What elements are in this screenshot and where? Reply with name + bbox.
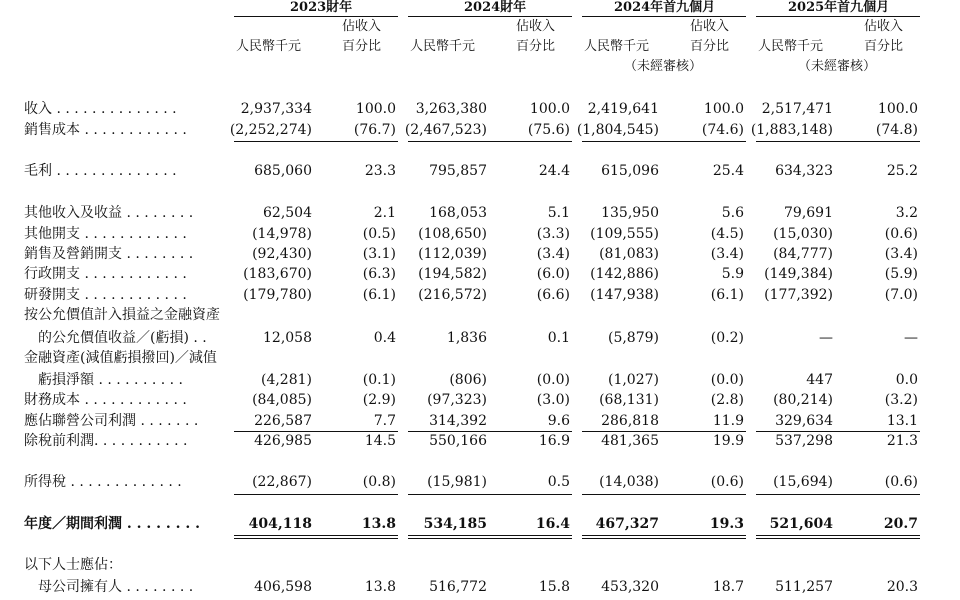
percent-cell: (3.1) [362,246,396,262]
percent-cell: (0.6) [884,474,918,490]
percent-cell: (0.0) [710,372,744,388]
amount-cell: (147,938) [590,287,659,303]
percent-cell: 5.1 [547,205,570,221]
percent-cell: 3.2 [895,205,918,221]
subtotal-rule-associates-3 [756,431,920,432]
amount-cell: 534,185 [423,516,487,532]
percent-cell: 100.0 [877,101,918,117]
percent-cell: 11.9 [712,413,744,429]
percent-cell: 18.7 [712,579,744,595]
amount-cell: (2,467,523) [404,122,487,138]
row-label: 的公允價值收益／(虧損) . . [24,330,207,346]
subtotal-rule-cost-1 [408,141,572,142]
percent-cell: 5.6 [721,205,744,221]
rmb-header-1: 人民幣千元 [236,39,302,54]
amount-cell: — [819,330,833,346]
row-label: 毛利 . . . . . . . . . . . . . . [24,163,177,179]
subtotal-rule-tax-2 [582,494,746,495]
row-label: 母公司擁有人 . . . . . . . . [24,579,194,595]
total-double-rule-1 [408,535,572,536]
amount-cell: 12,058 [263,330,312,346]
unaudited-note-3: （未經審核） [624,59,703,74]
amount-cell: 314,392 [429,413,487,429]
percent-cell: 14.5 [364,433,396,449]
row-label: 研發開支 . . . . . . . . . . . . [24,287,187,303]
percent-cell: (0.2) [710,330,744,346]
amount-cell: (22,867) [252,474,312,490]
percent-cell: 25.2 [886,163,918,179]
amount-cell: (5,879) [607,330,659,346]
total-double-rule-3 [756,538,920,539]
percent-cell: (2.9) [362,392,396,408]
row-label: 虧損淨額 . . . . . . . . . . [24,372,184,388]
percent-cell: 9.6 [547,413,570,429]
period-header-2024: 2024財年 [464,0,527,15]
amount-cell: (14,978) [252,226,312,242]
percent-cell: — [904,330,918,346]
percent-cell: (5.9) [884,266,918,282]
row-label: 按公允價值計入損益之金融資產 [24,307,220,323]
subtotal-rule-associates-2 [582,431,746,432]
pct-header-2a: 佔收入 [516,19,556,34]
percent-cell: 100.0 [529,101,570,117]
amount-cell: 62,504 [263,205,312,221]
amount-cell: 135,950 [601,205,659,221]
period-header-9m2025: 2025年首九個月 [788,0,890,15]
total-double-rule-1 [408,538,572,539]
amount-cell: (194,582) [418,266,487,282]
percent-cell: 25.4 [712,163,744,179]
percent-cell: (0.1) [362,372,396,388]
row-label: 除稅前利潤. . . . . . . . . . . [24,433,188,449]
amount-cell: (84,777) [773,246,833,262]
amount-cell: (806) [449,372,487,388]
amount-cell: (179,780) [243,287,312,303]
amount-cell: (80,214) [773,392,833,408]
row-label: 財務成本 . . . . . . . . . . . . [24,392,187,408]
row-label: 銷售及營銷開支 . . . . . . . . [24,246,194,262]
amount-cell: 329,634 [775,413,833,429]
amount-cell: (2,252,274) [229,122,312,138]
period-header-2023: 2023財年 [290,0,353,15]
subtotal-rule-cost-3 [756,141,920,142]
amount-cell: 226,587 [254,413,312,429]
percent-cell: 20.7 [883,516,918,532]
row-label: 所得稅 . . . . . . . . . . . . . [24,474,182,490]
amount-cell: 481,365 [601,433,659,449]
subtotal-rule-cost-0 [234,141,398,142]
amount-cell: (108,650) [418,226,487,242]
pct-header-4a: 佔收入 [864,19,904,34]
amount-cell: 447 [806,372,833,388]
period-header-9m2024: 2024年首九個月 [614,0,716,15]
amount-cell: 2,419,641 [587,101,659,117]
amount-cell: 795,857 [429,163,487,179]
row-label: 金融資產(減值虧損撥回)／減值 [24,350,217,366]
percent-cell: (76.7) [353,122,396,138]
header-rule-9m2024 [582,16,746,17]
percent-cell: (7.0) [884,287,918,303]
amount-cell: (142,886) [590,266,659,282]
amount-cell: 406,598 [254,579,312,595]
row-label: 以下人士應佔： [24,557,122,573]
amount-cell: (112,039) [418,246,487,262]
subtotal-rule-associates-1 [408,431,572,432]
unaudited-note-4: （未經審核） [798,59,877,74]
percent-cell: 16.9 [538,433,570,449]
percent-cell: (0.6) [710,474,744,490]
percent-cell: (6.1) [710,287,744,303]
amount-cell: 286,818 [601,413,659,429]
subtotal-rule-tax-3 [756,494,920,495]
amount-cell: (4,281) [260,372,312,388]
total-double-rule-2 [582,535,746,536]
row-label: 行政開支 . . . . . . . . . . . . [24,266,187,282]
subtotal-rule-associates-0 [234,431,398,432]
amount-cell: 426,985 [254,433,312,449]
percent-cell: 100.0 [355,101,396,117]
amount-cell: 453,320 [601,579,659,595]
amount-cell: (15,030) [773,226,833,242]
percent-cell: 100.0 [703,101,744,117]
amount-cell: 168,053 [429,205,487,221]
percent-cell: (3.2) [884,392,918,408]
percent-cell: (74.8) [875,122,918,138]
rmb-header-3: 人民幣千元 [584,39,650,54]
percent-cell: (3.4) [536,246,570,262]
percent-cell: (6.1) [362,287,396,303]
percent-cell: 2.1 [373,205,396,221]
pct-header-1b: 百分比 [342,39,382,54]
amount-cell: 511,257 [775,579,833,595]
percent-cell: 0.0 [895,372,918,388]
amount-cell: (97,323) [427,392,487,408]
percent-cell: 19.9 [712,433,744,449]
amount-cell: (109,555) [590,226,659,242]
percent-cell: (3.0) [536,392,570,408]
percent-cell: (0.5) [362,226,396,242]
row-label: 其他開支 . . . . . . . . . . . . [24,226,187,242]
pct-header-3a: 佔收入 [690,19,730,34]
percent-cell: 13.1 [886,413,918,429]
amount-cell: (149,384) [764,266,833,282]
amount-cell: 685,060 [254,163,312,179]
percent-cell: (0.0) [536,372,570,388]
amount-cell: (84,085) [252,392,312,408]
total-double-rule-0 [234,535,398,536]
amount-cell: 550,166 [429,433,487,449]
amount-cell: 404,118 [248,516,312,532]
amount-cell: 2,937,334 [240,101,312,117]
percent-cell: (3.4) [710,246,744,262]
percent-cell: 0.5 [547,474,570,490]
percent-cell: 0.4 [373,330,396,346]
rmb-header-2: 人民幣千元 [410,39,476,54]
amount-cell: (92,430) [252,246,312,262]
amount-cell: (14,038) [599,474,659,490]
amount-cell: (15,694) [773,474,833,490]
amount-cell: (183,670) [243,266,312,282]
amount-cell: 516,772 [429,579,487,595]
header-rule-2024 [408,16,572,17]
subtotal-rule-tax-1 [408,494,572,495]
percent-cell: (4.5) [710,226,744,242]
percent-cell: 19.3 [709,516,744,532]
pct-header-1a: 佔收入 [342,19,382,34]
amount-cell: (15,981) [427,474,487,490]
percent-cell: 15.8 [538,579,570,595]
amount-cell: 3,263,380 [415,101,487,117]
percent-cell: (2.8) [710,392,744,408]
percent-cell: (0.6) [884,226,918,242]
percent-cell: (74.6) [701,122,744,138]
amount-cell: 615,096 [601,163,659,179]
row-label: 應佔聯營公司利潤 . . . . . . . [24,413,199,429]
amount-cell: 2,517,471 [761,101,833,117]
percent-cell: (3.4) [884,246,918,262]
amount-cell: (1,883,148) [750,122,833,138]
header-rule-2023 [234,16,398,17]
percent-cell: 20.3 [886,579,918,595]
percent-cell: 7.7 [373,413,396,429]
amount-cell: 1,836 [446,330,487,346]
percent-cell: 23.3 [364,163,396,179]
amount-cell: (177,392) [764,287,833,303]
subtotal-rule-tax-0 [234,494,398,495]
amount-cell: (1,027) [607,372,659,388]
pct-header-3b: 百分比 [690,39,730,54]
percent-cell: 16.4 [535,516,570,532]
amount-cell: (1,804,545) [576,122,659,138]
percent-cell: (0.8) [362,474,396,490]
total-double-rule-3 [756,535,920,536]
amount-cell: 521,604 [769,516,833,532]
amount-cell: (68,131) [599,392,659,408]
subtotal-rule-cost-2 [582,141,746,142]
amount-cell: 634,323 [775,163,833,179]
amount-cell: (81,083) [599,246,659,262]
amount-cell: 537,298 [775,433,833,449]
pct-header-4b: 百分比 [864,39,904,54]
percent-cell: 24.4 [538,163,570,179]
percent-cell: 5.9 [721,266,744,282]
total-double-rule-2 [582,538,746,539]
percent-cell: 0.1 [547,330,570,346]
row-label: 年度／期間利潤 . . . . . . . . [24,516,200,532]
percent-cell: 13.8 [361,516,396,532]
percent-cell: (6.3) [362,266,396,282]
percent-cell: 13.8 [364,579,396,595]
rmb-header-4: 人民幣千元 [758,39,824,54]
amount-cell: 79,691 [784,205,833,221]
row-label: 其他收入及收益 . . . . . . . . [24,205,194,221]
header-rule-9m2025 [756,16,920,17]
amount-cell: 467,327 [595,516,659,532]
percent-cell: 21.3 [886,433,918,449]
percent-cell: (75.6) [527,122,570,138]
row-label: 銷售成本 . . . . . . . . . . . . [24,122,187,138]
pct-header-2b: 百分比 [516,39,556,54]
percent-cell: (3.3) [536,226,570,242]
amount-cell: (216,572) [418,287,487,303]
total-double-rule-0 [234,538,398,539]
row-label: 收入 . . . . . . . . . . . . . . [24,101,177,117]
percent-cell: (6.6) [536,287,570,303]
percent-cell: (6.0) [536,266,570,282]
